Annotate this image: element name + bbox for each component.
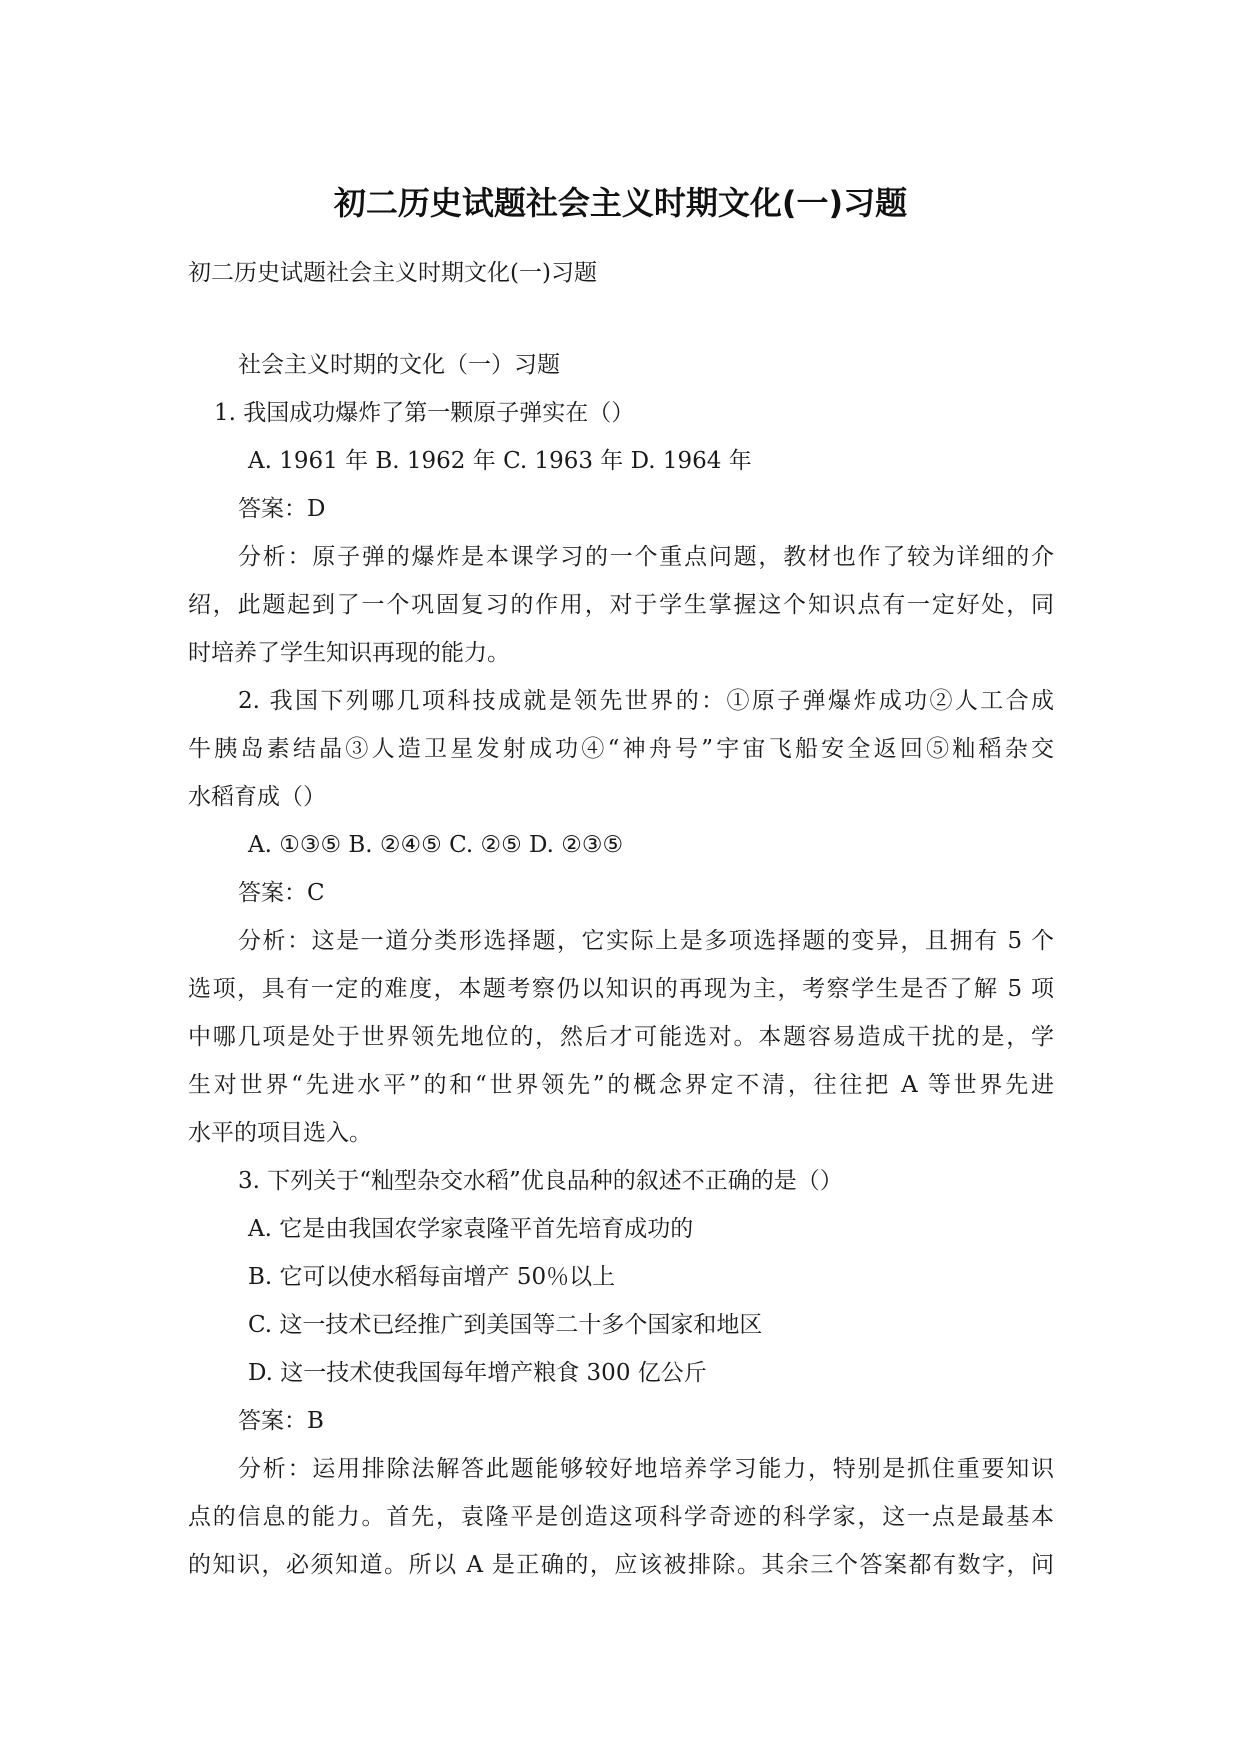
- q3-question: 3. 下列关于“籼型杂交水稻”优良品种的叙述不正确的是（）: [238, 1168, 843, 1194]
- document-title: 初二历史试题社会主义时期文化(一)习题: [333, 184, 908, 222]
- q2-options: A. ①③⑤ B. ②④⑤ C. ②⑤ D. ②③⑤: [248, 832, 624, 858]
- q2-analysis-line: 生对世界“先进水平”的和“世界领先”的概念界定不清，往往把 A 等世界先进: [188, 1072, 1054, 1098]
- q2-analysis-line: 水平的项目选入。: [188, 1120, 372, 1146]
- q3-option-d: D. 这一技术使我国每年增产粮食 300 亿公斤: [248, 1360, 707, 1386]
- q3-option-c: C. 这一技术已经推广到美国等二十多个国家和地区: [248, 1312, 763, 1338]
- q3-option-a: A. 它是由我国农学家袁隆平首先培育成功的: [248, 1216, 694, 1242]
- q2-question-line: 牛胰岛素结晶③人造卫星发射成功④“神舟号”宇宙飞船安全返回⑤籼稻杂交: [188, 736, 1054, 762]
- q2-question-line: 2. 我国下列哪几项科技成就是领先世界的：①原子弹爆炸成功②人工合成: [238, 688, 1054, 714]
- q2-analysis-line: 选项，具有一定的难度，本题考察仍以知识的再现为主，考察学生是否了解 5 项: [188, 976, 1054, 1002]
- q3-analysis-line: 点的信息的能力。首先，袁隆平是创造这项科学奇迹的科学家，这一点是最基本: [188, 1504, 1054, 1530]
- q2-answer: 答案：C: [238, 880, 325, 906]
- q2-analysis-line: 中哪几项是处于世界领先地位的，然后才可能选对。本题容易造成干扰的是，学: [188, 1024, 1054, 1050]
- section-heading: 社会主义时期的文化（一）习题: [238, 352, 560, 378]
- q3-analysis-line: 分析：运用排除法解答此题能够较好地培养学习能力，特别是抓住重要知识: [238, 1456, 1054, 1482]
- q1-answer: 答案：D: [238, 496, 326, 522]
- q1-question: 1. 我国成功爆炸了第一颗原子弹实在（）: [214, 400, 635, 426]
- q2-question-line: 水稻育成（）: [188, 784, 326, 810]
- q1-analysis-line: 绍，此题起到了一个巩固复习的作用，对于学生掌握这个知识点有一定好处，同: [188, 592, 1054, 618]
- q1-analysis-line: 分析：原子弹的爆炸是本课学习的一个重点问题，教材也作了较为详细的介: [238, 544, 1054, 570]
- q1-options: A. 1961 年 B. 1962 年 C. 1963 年 D. 1964 年: [248, 448, 752, 474]
- q3-analysis-line: 的知识，必须知道。所以 A 是正确的，应该被排除。其余三个答案都有数字，问: [188, 1552, 1054, 1578]
- q1-analysis-line: 时培养了学生知识再现的能力。: [188, 640, 510, 666]
- q2-analysis-line: 分析：这是一道分类形选择题，它实际上是多项选择题的变异，且拥有 5 个: [238, 928, 1054, 954]
- q3-answer: 答案：B: [238, 1408, 324, 1434]
- q3-option-b: B. 它可以使水稻每亩增产 50％以上: [248, 1264, 616, 1290]
- document-subtitle: 初二历史试题社会主义时期文化(一)习题: [188, 260, 597, 286]
